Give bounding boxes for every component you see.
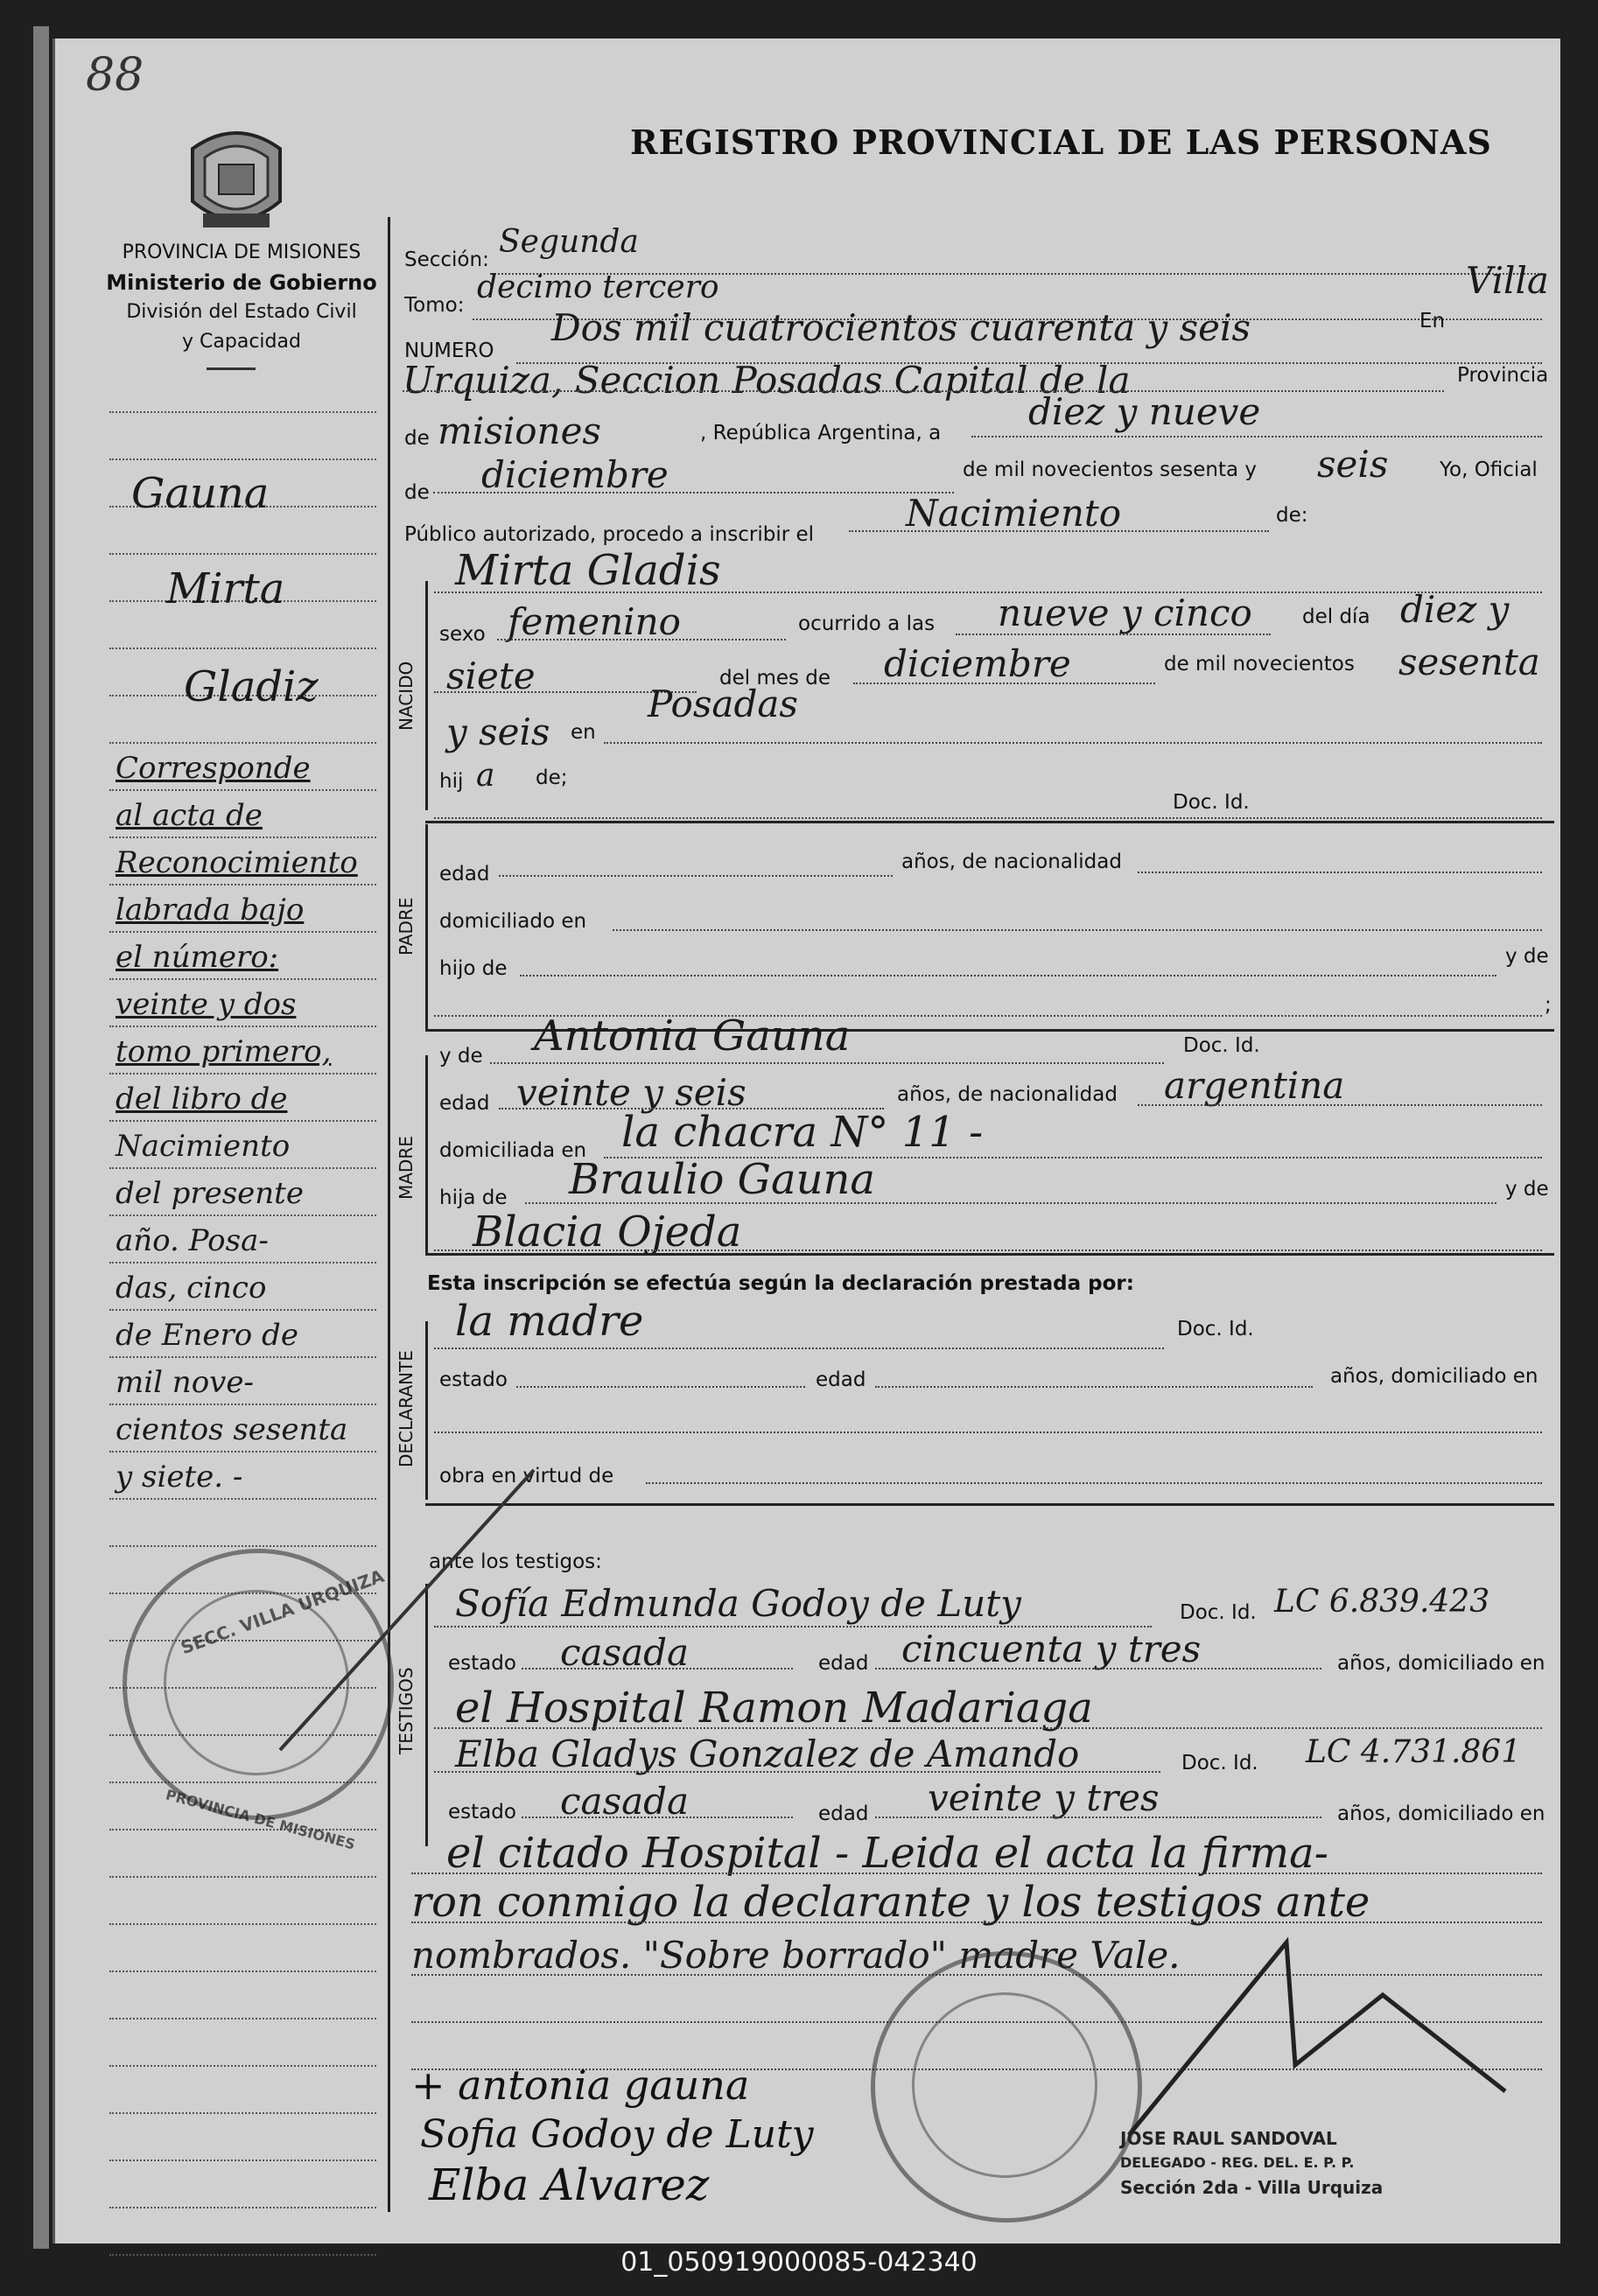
image-caption: 01_050919000085-042340 <box>620 2247 978 2278</box>
margin-first-name: Mirta <box>166 564 285 613</box>
seal-bottom-text: PROVINCIA DE MISIONES <box>164 1786 357 1853</box>
anio-value-2: y seis <box>446 710 550 753</box>
testigo1-edad-dotline <box>875 1668 1321 1670</box>
margin-rule-line <box>109 1309 376 1311</box>
declarante-dom-dotline <box>434 1432 1542 1433</box>
declarante-estado-label: estado <box>439 1368 508 1391</box>
margin-note-line: al acta de <box>116 798 263 833</box>
provincia-label: Provincia <box>1457 364 1549 387</box>
testigo2-doc: LC 4.731.861 <box>1306 1734 1522 1770</box>
section-padre: PADRE <box>396 897 417 956</box>
margin-note-line: del libro de <box>116 1082 288 1116</box>
padre-edad-label: edad <box>439 863 490 886</box>
inscripcion-label: Esta inscripción se efectúa según la declaración prestada por: <box>427 1272 1134 1295</box>
office-capacity: y Capacidad <box>182 331 301 353</box>
padre-y-de: y de <box>1505 945 1549 968</box>
declarante-edad-label: edad <box>816 1368 866 1391</box>
margin-note-line: labrada bajo <box>116 892 305 928</box>
signature-witness-1: Sofia Godoy de Luty <box>420 2112 814 2157</box>
dia-value: diez y <box>1400 588 1510 631</box>
closing-line-1: el citado Hospital - Leida el acta la firma- <box>446 1829 1328 1878</box>
testigo2-edad-dotline <box>875 1816 1321 1818</box>
signature-mother: + antonia gauna <box>411 2062 750 2109</box>
declarante-edad-dotline <box>875 1386 1313 1388</box>
mes-dotline <box>853 682 1155 684</box>
testigo2-doc-label: Doc. Id. <box>1181 1752 1258 1774</box>
madre-nac-label: años, de nacionalidad <box>897 1083 1118 1106</box>
margin-rule-line <box>109 931 376 933</box>
madre-hija-label: hija de <box>439 1186 508 1209</box>
margin-note-line: del presente <box>116 1176 304 1211</box>
margin-note-line: y siete. - <box>116 1460 243 1494</box>
padre-hijo-dotline <box>520 975 1496 976</box>
margin-rule-line <box>109 1356 376 1358</box>
place-line: Urquiza, Seccion Posadas Capital de la <box>403 359 1131 402</box>
ante-label: ante los testigos: <box>429 1550 602 1573</box>
declarante-doc-id: Doc. Id. <box>1177 1318 1254 1340</box>
margin-rule-line <box>109 1120 376 1122</box>
madre-nombre-dotline <box>490 1062 1164 1064</box>
testigo1-edad: cincuenta y tres <box>901 1628 1202 1670</box>
anio-value: sesenta <box>1398 640 1540 683</box>
testigo2-estado-dotline <box>522 1816 793 1818</box>
sexo-dotline <box>497 639 786 640</box>
padre-edad-dotline <box>499 875 893 877</box>
section-declarante: DECLARANTE <box>396 1350 417 1467</box>
obra-dotline <box>646 1482 1542 1484</box>
sexo-value: femenino <box>508 600 681 643</box>
binding-edge <box>33 26 49 2249</box>
mes-value: diciembre <box>884 642 1071 685</box>
margin-second-name: Gladiz <box>184 662 319 711</box>
madre-extra-dotline <box>434 1250 1542 1251</box>
declarante-dotline <box>434 1348 1164 1349</box>
fecha-mes: diciembre <box>481 453 669 496</box>
office-province: PROVINCIA DE MISIONES <box>122 242 361 263</box>
en-label: En <box>1419 310 1446 332</box>
margin-rule-line <box>109 458 376 460</box>
seccion-label: Sección: <box>404 248 489 271</box>
madre-nombre: Antonia Gauna <box>534 1012 851 1060</box>
official-role: DELEGADO - REG. DEL. E. P. P. <box>1120 2154 1355 2171</box>
provincial-crest-icon <box>184 122 289 234</box>
fecha-anio: seis <box>1317 443 1389 486</box>
margin-rule-line <box>109 1923 376 1925</box>
office-ministry: Ministerio de Gobierno <box>106 270 377 295</box>
seal-ring-text: SECC. VILLA URQUIZA <box>178 1564 387 1659</box>
padre-hijo-label: hijo de <box>439 957 508 980</box>
padre-dom-dotline <box>613 929 1542 931</box>
de-mil-label: de mil novecientos sesenta y <box>963 458 1257 481</box>
testigo2-estado-label: estado <box>448 1801 516 1824</box>
declarante-rule <box>425 1503 1554 1506</box>
margin-rule-line <box>109 742 376 744</box>
closing-line-2: ron conmigo la declarante y los testigos ante <box>411 1878 1370 1927</box>
testigo2-edad-label: edad <box>818 1802 869 1825</box>
margin-rule-line <box>109 1970 376 1972</box>
testigo1-dom-dotline <box>434 1727 1542 1729</box>
ocurrido-label: ocurrido a las <box>798 612 936 635</box>
numero-value: Dos mil cuatrocientos cuarenta y seis <box>551 306 1251 349</box>
hora-value: nueve y cinco <box>998 592 1252 634</box>
tomo-label: Tomo: <box>404 294 465 317</box>
place-dotline <box>403 390 1444 392</box>
testigo1-estado-dotline <box>522 1668 793 1670</box>
signature-witness-2: Elba Alvarez <box>429 2160 710 2210</box>
madre-edad-label: edad <box>439 1092 490 1115</box>
margin-rule-line <box>109 1262 376 1264</box>
testigo2-nombre: Elba Gladys Gonzalez de Amando <box>455 1732 1080 1775</box>
hij-label: hij <box>439 770 464 793</box>
fecha-dia-dotline <box>971 436 1542 438</box>
official-signature-flourish <box>1094 1890 1531 2152</box>
margin-rule-line <box>109 2065 376 2067</box>
margin-rule-line <box>109 836 376 838</box>
del-mes-label: del mes de <box>719 667 831 690</box>
margin-rule-line <box>109 2207 376 2208</box>
margin-surname: Gauna <box>131 469 270 518</box>
sexo-label: sexo <box>439 623 486 646</box>
section-testigos: TESTIGOS <box>396 1667 417 1754</box>
madre-rule <box>425 1253 1554 1256</box>
margin-rule-line <box>109 1026 376 1027</box>
madre-y-de-label: y de <box>439 1045 483 1068</box>
margin-rule-line <box>109 884 376 886</box>
madre-nacionalidad: argentina <box>1164 1064 1345 1107</box>
margin-note-line: de Enero de <box>116 1318 298 1353</box>
en2-label: en <box>571 721 596 744</box>
margin-note-line: veinte y dos <box>116 987 297 1022</box>
nacido-rule <box>425 821 1554 823</box>
margin-note-line: das, cinco <box>116 1270 267 1306</box>
padre-semicolon: ; <box>1545 994 1552 1017</box>
declarante-anos-label: años, domiciliado en <box>1330 1365 1538 1388</box>
madre-doc-id: Doc. Id. <box>1183 1034 1260 1057</box>
cross-out-diagonal <box>263 1452 560 1768</box>
inscribir-dotline <box>849 530 1269 532</box>
margin-rule-line <box>109 553 376 555</box>
madre-madre: Blacia Ojeda <box>473 1208 742 1256</box>
seal-inner-ring-right <box>912 1992 1097 2178</box>
testigo1-doc-label: Doc. Id. <box>1180 1601 1257 1624</box>
de2-label: de <box>404 481 430 504</box>
section-nacido: NACIDO <box>396 661 417 731</box>
margin-rule-line <box>109 978 376 980</box>
office-underline <box>207 368 256 370</box>
madre-padre: Braulio Gauna <box>569 1155 876 1204</box>
de-mil-nov-label: de mil novecientos <box>1164 653 1355 676</box>
margin-note-line: mil nove- <box>116 1365 254 1400</box>
provincia-value: misiones <box>438 410 601 452</box>
margin-note-line: tomo primero, <box>116 1034 332 1069</box>
fecha-dia: diez y nueve <box>1028 390 1261 433</box>
margin-note-line: cientos sesenta <box>116 1412 348 1447</box>
de-colon-label: de: <box>1276 504 1308 527</box>
del-dia-label: del día <box>1302 606 1370 628</box>
margin-note-line: Nacimiento <box>116 1129 291 1164</box>
margin-rule-line <box>109 1404 376 1405</box>
testigo2-edad: veinte y tres <box>928 1776 1160 1819</box>
madre-domicilio: la chacra N° 11 - <box>621 1108 984 1157</box>
issuing-office <box>93 238 390 357</box>
closing1-dotline <box>411 1872 1542 1874</box>
margin-note-line: el número: <box>116 940 279 975</box>
testigo1-estado-label: estado <box>448 1652 516 1675</box>
hijo-dotline <box>434 817 1542 819</box>
document-title: REGISTRO PROVINCIAL DE LAS PERSONAS <box>630 122 1492 162</box>
margin-rule-line <box>109 2160 376 2161</box>
declarante-value: la madre <box>455 1297 644 1346</box>
lugar-dotline <box>604 742 1542 744</box>
testigo2-estado: casada <box>560 1780 690 1823</box>
testigo1-nombre: Sofía Edmunda Godoy de Luty <box>455 1582 1021 1625</box>
en-value: Villa <box>1466 259 1549 302</box>
section-madre: MADRE <box>396 1136 417 1200</box>
yo-oficial-label: Yo, Oficial <box>1440 458 1538 481</box>
testigo1-doc: LC 6.839.423 <box>1274 1584 1490 1620</box>
margin-note-line: año. Posa- <box>116 1223 269 1258</box>
closing-line-3: nombrados. "Sobre borrado" madre Vale. <box>411 1934 1181 1977</box>
declarante-estado-dotline <box>516 1386 805 1388</box>
testigo2-anos-label: años, domiciliado en <box>1337 1802 1545 1825</box>
margin-rule-line <box>109 411 376 413</box>
margin-rule-line <box>109 648 376 649</box>
margin-rule-line <box>109 1876 376 1878</box>
dia-value-2: siete <box>446 654 536 697</box>
republica-label: , República Argentina, a <box>700 422 942 444</box>
nacido-doc-id: Doc. Id. <box>1173 791 1250 814</box>
testigo1-anos-label: años, domiciliado en <box>1337 1652 1545 1675</box>
margin-rule-line <box>109 2112 376 2114</box>
madre-edad: veinte y seis <box>516 1071 746 1114</box>
testigo1-estado: casada <box>560 1631 690 1674</box>
hij-suffix: a <box>476 758 495 794</box>
margin-rule-line <box>109 1829 376 1830</box>
madre-y-de: y de <box>1505 1178 1549 1200</box>
madre-bar <box>425 1055 428 1253</box>
margin-rule-line <box>109 2018 376 2020</box>
obra-label: obra en virtud de <box>439 1465 614 1488</box>
page-number: 88 <box>86 49 144 102</box>
lugar-value: Posadas <box>648 682 798 725</box>
margin-rule-line <box>109 1214 376 1216</box>
madre-nac-dotline <box>1138 1104 1542 1106</box>
numero-label: NUMERO <box>404 340 494 362</box>
padre-nac-dotline <box>1138 872 1542 873</box>
madre-hija-dotline <box>525 1202 1496 1204</box>
de-label: de <box>404 427 430 450</box>
madre-dom-label: domiciliada en <box>439 1139 587 1162</box>
nacido-bar <box>425 581 428 810</box>
margin-rule-line <box>109 1167 376 1169</box>
margin-note-line: Corresponde <box>116 751 311 786</box>
hijo-de-label: de; <box>536 766 568 789</box>
hora-dotline <box>956 634 1271 635</box>
office-division: División del Estado Civil <box>126 301 357 323</box>
testigo1-edad-label: edad <box>818 1652 869 1675</box>
margin-rule-line <box>109 789 376 791</box>
margin-rule-line <box>109 1073 376 1074</box>
official-section: Sección 2da - Villa Urquiza <box>1120 2177 1384 2198</box>
testigo1-domicilio: el Hospital Ramon Madariaga <box>455 1684 1093 1732</box>
fecha-mes-dotline <box>433 492 954 494</box>
child-name: Mirta Gladis <box>455 546 721 595</box>
padre-dom-label: domiciliado en <box>439 910 587 933</box>
padre-nac-label: años, de nacionalidad <box>901 850 1122 873</box>
padre-bar <box>425 824 428 1029</box>
inscribir-value: Nacimiento <box>906 492 1122 535</box>
seccion-value: Segunda <box>499 224 639 260</box>
testigo2-dotline <box>434 1771 1160 1773</box>
child-name-dotline <box>434 592 1542 593</box>
publico-label: Público autorizado, procedo a inscribir el <box>404 523 815 546</box>
margin-divider <box>388 217 390 2212</box>
margin-note-line: Reconocimiento <box>116 845 358 880</box>
tomo-value: decimo tercero <box>477 270 719 305</box>
official-name: JOSE RAUL SANDOVAL <box>1120 2128 1337 2149</box>
